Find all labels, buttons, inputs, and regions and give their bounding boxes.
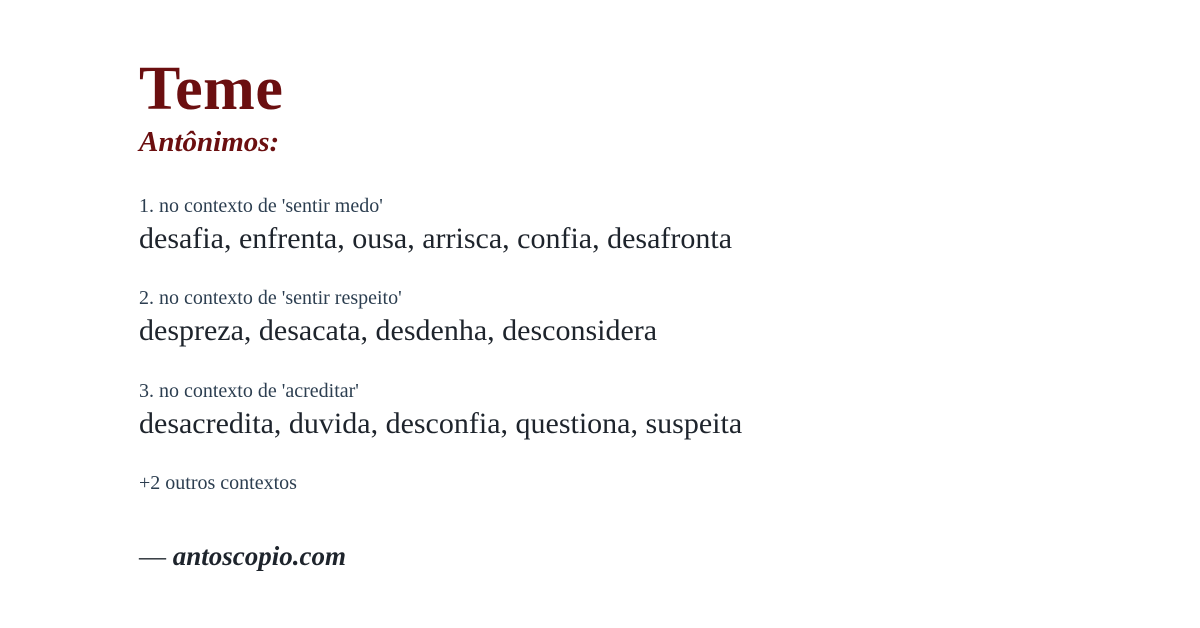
antonym-words: despreza, desacata, desdenha, desconsidera [139,314,658,348]
context-number: 3. [139,379,154,402]
context-label [139,286,1140,311]
context-block-3 [139,379,1140,443]
antonym-words: desafia, enfrenta, ousa, arrisca, confia, desafronta [139,221,733,255]
attribution-dash: — [139,541,166,572]
context-sections [139,194,1140,443]
headword-title: Teme [139,55,284,123]
antonyms-section-label: Antônimos: [139,126,280,158]
context-description: no contexto de 'sentir medo' [159,194,383,217]
site-attribution [139,540,1140,572]
context-label [139,194,1140,219]
more-contexts-label: +2 outros contextos [139,472,297,495]
context-block-1 [139,194,1140,258]
antonym-words: desacredita, duvida, desconfia, questiona, suspeita [139,406,743,440]
context-block-2 [139,286,1140,350]
site-name: antoscopio.com [172,541,346,572]
context-description: no contexto de 'acreditar' [159,379,359,402]
context-number: 2. [139,287,154,310]
context-number: 1. [139,194,154,217]
context-description: no contexto de 'sentir respeito' [159,287,402,310]
context-label [139,379,1140,404]
